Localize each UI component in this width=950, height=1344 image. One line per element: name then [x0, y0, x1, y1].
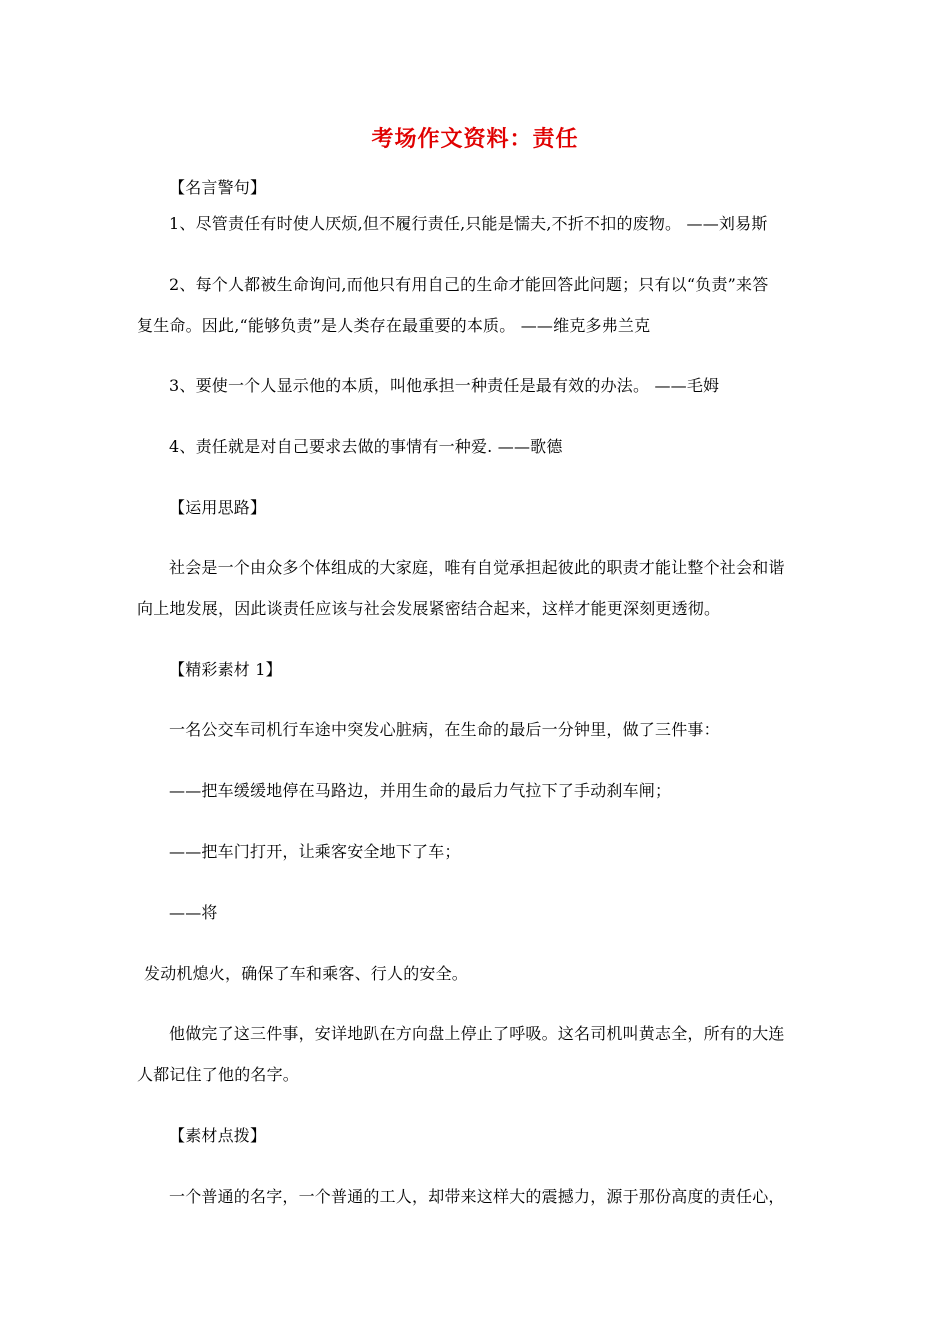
material-line-1: 一名公交车司机行车途中突发心脏病，在生命的最后一分钟里，做了三件事： — [169, 720, 720, 739]
section-heading-quotes: 【名言警句】 — [169, 178, 267, 197]
quote-line-3: 复生命。因此,“能够负责”是人类存在最重要的本质。 ——维克多弗兰克 — [137, 316, 651, 335]
quote-line-1: 1、尽管责任有时使人厌烦,但不履行责任,只能是懦夫,不折不扣的废物。 ——刘易斯 — [169, 214, 768, 233]
approach-line-1: 社会是一个由众多个体组成的大家庭，唯有自觉承担起彼此的职责才能让整个社会和谐 — [169, 558, 785, 577]
quote-line-2: 2、每个人都被生命询问,而他只有用自己的生命才能回答此问题；只有以“负责”来答 — [169, 275, 769, 294]
material-line-3: ——把车门打开，让乘客安全地下了车； — [169, 842, 461, 861]
document-title: 考场作文资料：责任 — [371, 127, 579, 152]
quote-line-5: 4、责任就是对自己要求去做的事情有一种爱. ——歌德 — [169, 437, 563, 456]
section-heading-material: 【精彩素材 1】 — [169, 660, 282, 679]
material-line-4: ——将 — [169, 903, 218, 922]
section-heading-commentary: 【素材点拨】 — [169, 1126, 267, 1145]
material-line-2: ——把车缓缓地停在马路边，并用生命的最后力气拉下了手动刹车闸； — [169, 781, 672, 800]
approach-line-2: 向上地发展，因此谈责任应该与社会发展紧密结合起来，这样才能更深刻更透彻。 — [137, 599, 721, 618]
material-line-6: 他做完了这三件事，安详地趴在方向盘上停止了呼吸。这名司机叫黄志全，所有的大连 — [169, 1024, 785, 1043]
material-line-5: 发动机熄火，确保了车和乘客、行人的安全。 — [144, 964, 469, 983]
quote-line-4: 3、要使一个人显示他的本质，叫他承担一种责任是最有效的办法。 ——毛姆 — [169, 376, 720, 395]
commentary-line-1: 一个普通的名字，一个普通的工人，却带来这样大的震撼力，源于那份高度的责任心， — [169, 1187, 785, 1206]
section-heading-approach: 【运用思路】 — [169, 498, 267, 517]
material-line-7: 人都记住了他的名字。 — [137, 1065, 300, 1084]
